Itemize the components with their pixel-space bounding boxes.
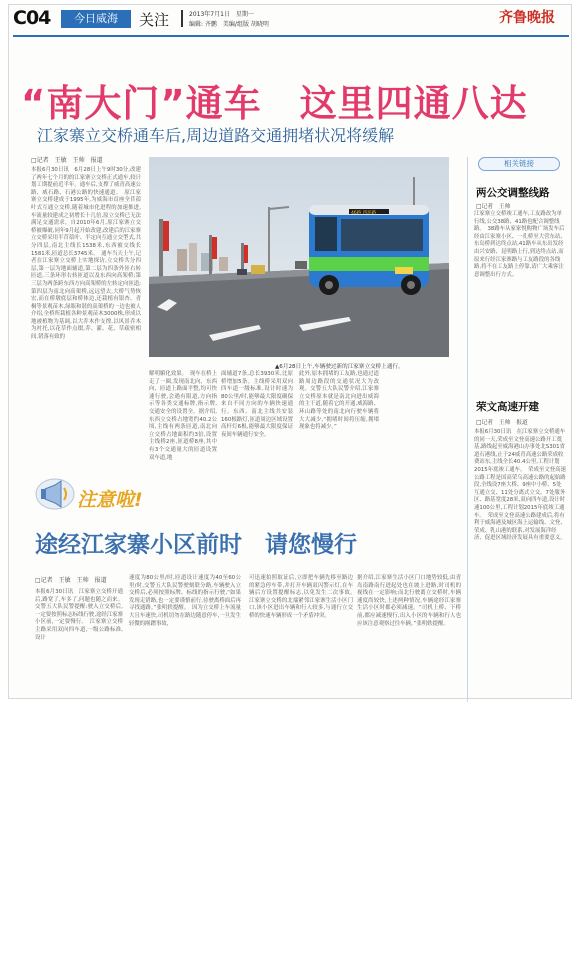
- sidebar-story-text: 本报6月30日讯 在江家寨立交桥通车的同一天,荣成至文登高速公路开工奠基,路线起至威海港山办事处北S301省道石港线,止于24威青高速公路荣成收费站东,主线全长40.4公里,工程计划2015年底竣工通车。 荣成至文登高速公路工程是国高荣乌高速公路的起始路段,全线设7座大桥、9座中小桥、5处互通立交、11处分离式立交、7处服务区、路基宽度28米,双向四车道,设计时速100公里,工程计划2015年底竣工通车。 荣成至文登高速公路建成后,将有利于威海港及城区海上运输线、文登、荣成、乳山港的联系,对发展海洋经济、促进区域经济发展具有重要意义。: [474, 429, 566, 542]
- article-column: 本报6月30日讯 6月28日上午9时30分,改建了两年七个月的的江家寨立交桥正式通车,较计划工期提前近半年。通车后,支撑了威青高速公路、威石路、石港公路的快速通道。 原江家寨立交桥建成于1995年,为威海市首座全苜蓿叶式互通立交桥,随着城市化进程的加速推进,车流量较建成之初增长十几倍,原立交桥已无法满足交通需求。自2010年6月,原江家寨立交桥被爆破,同年9月起开始改建,改建后的江家寨立交桥采用半苜蓿叶、半定向互通立交型式,共分四层,南北主线长1538米,东西被交线长1581米,匝道总长3745米。 通车当天上午,记者在江家寨立交桥上实地探访,立交桥共分四层,第一层为地面辅道,第二层为四条外匝右转匝道,三条环形右转匝道以及东西向高架桥;第三层为两条跨东西方向高架桥的左转定向匝道;第四层为南北向高架桥,远远望去,大桥气势恢宏,而在桥墩底层和桥体边,还栽植有银杏、青桐等景观苗木,绿瓶和谐的高架桥的一边也被人介绍,全桥所栽植各种景观苗木3000株,形成以地被植物为基调,以大乔木作支撑,以风景乔木为衬托,以花草作点缀,乔、灌、花、草疏密相间,错落有致的: [31, 167, 141, 341]
- sidebar-story-text: 江家寨立交桥竣工通车,工友路改为单行线,公交38路、41路也配合调整线路。 38路车从家家悦购物广场发车后经由江家寨小区、一孔桥至大营东站、东岛桥到达终点站,41路车从东出发经由兴安路、昆明路上行,到达终点站,而原来行经江家寨路与工友路段的各线路,将不在工友路上停靠,请广大乘客注意调整出行方式。: [474, 211, 566, 278]
- news-photo: [149, 157, 449, 357]
- date-line: 2013年7月1日 星期一: [189, 11, 254, 18]
- article-byline: □记者 王敏 王帅 报道: [35, 577, 107, 584]
- article-byline: □记者 王敏 王帅 报道: [31, 157, 103, 164]
- sidebar-story-title: 荣文高速开建: [476, 401, 539, 413]
- sidebar-story-byline: □记者 王帅: [476, 204, 511, 210]
- section-badge: 今日威海: [61, 10, 131, 28]
- page-header: [9, 5, 573, 31]
- bus-route-sign: 46路 四环路: [351, 211, 377, 216]
- sidebar-story-title: 两公交调整线路: [476, 187, 550, 199]
- article-column: 本报6月30日讯 江家寨立交桥开通后,路宽了,车多了,问题也随之而来。交警五大队民警提醒:驶入立交桥后,一定要按照标志标线行驶,途经江家寨小区前,一定要慢行。 江家寨立交桥主路采用双向四车道,一级公路标准,设计: [35, 589, 123, 641]
- photo-caption: ▲6月28日上午,车辆驶过新的江家寨立交桥上通行。: [275, 364, 404, 370]
- megaphone-icon: [35, 477, 75, 511]
- page-number: C04: [13, 7, 51, 29]
- bus-on-bridge-image: [149, 157, 449, 357]
- related-links-tab: 相关链接: [478, 157, 560, 171]
- column-label: 关注: [139, 11, 170, 29]
- related-links-sidebar: [467, 157, 570, 702]
- article-column: 此外,原本拥堵的工友路,也通过道路周边路段的交通状况大为改观。交警五大队民警介绍,江家寨立交桥原本就是南北向进出威海的主干道,随着它的开通,威海路、环山路等处的南北向行驶车辆将大大减少,“拥堵时间将压缩,拥堵现象也将减少。”: [299, 371, 379, 431]
- editors-line: 编辑: 齐鹏 美编/组版 胡晓明: [189, 21, 269, 28]
- article-column: 解明媚化效果。 现车在桥上走了一圈,发现南北向、东西向、匝道上路面平整,均可快速行驶,会遇有限道,方向指示等各类交通标牌,指示牌,交通安全的设置全。据介绍,东西立交桥占地宽约40.2公顷,主线有两条匝道,南北向立交桥占地面积约3倍,设置主线桥2座,匝道桥8座,其中有3个交通量大的匝道设置双车道,地: [149, 371, 217, 461]
- notice-banner: [35, 477, 143, 517]
- newspaper-page: [8, 4, 572, 699]
- newspaper-logo: 齐鲁晚报: [499, 10, 555, 26]
- divider: [181, 10, 183, 27]
- main-headline: “南大门”通车 这里四通八达: [21, 82, 528, 125]
- article-column: 可迅速拍照取证后,立即把车辆先移至路边的紧急停车带,并打开车辆双闪警示灯,在车辆后方设置提醒标志,以免发生二次事故。 江家寨立交桥的北端紧邻江家寨生活小区门口,该小区进出车辆和行人较多,与通行立交桥的快速车辆形成一个矛盾冲突。: [249, 575, 359, 619]
- sub-headline: 江家寨立交桥通车后,周边道路交通拥堵状况将缓解: [37, 126, 395, 145]
- header-rule: [13, 35, 569, 37]
- notice-label: 注意啦!: [77, 489, 143, 511]
- article-column: 面辅道7条,总长3930米,比原桥增加5条。主线桥采用双向四车道一级标准,设计时速为80公里/时,能够最大限度确保来自不同方向的车辆快速通行。东西、南北主线共安装160根路灯,匝道周边区域设置高杆灯6根,能够最大限度保证夜间车辆通行安全。: [221, 371, 293, 438]
- second-headline: 途经江家寨小区前时 请您慢行: [35, 532, 357, 558]
- sidebar-story-byline: □记者 王帅 报道: [476, 420, 528, 426]
- article-column: 据介绍,江家寨生活小区门口地势较低,由青岛南路南行进起处也在坡上进路,时司机的视线在一定影响;而北行驶离立交桥时,车辆速度尚较快,上述两种情况,车辆途经江家寨生活小区时都必须减速。“司机上桥、下桥前,都应减速慢行,出入小区的车辆和行人也应该注意观察过往车辆。”张明轶提醒。: [357, 575, 461, 627]
- article-column: 速度为80公里/时,匝道设计速度为40至60公里/时,交警五大队民警驶刻联分路,车辆驶入立交桥后,必须按照标牌、标线的指示行驶,“如果发现走错路,也一定要谨慎前行,待驶离桥面后再寻找通路。”张明轶提醒。 因为立交桥上车流量大且车速快,司机切勿在路边随意停车,一旦发生轻微的剐蹭事故,: [129, 575, 241, 627]
